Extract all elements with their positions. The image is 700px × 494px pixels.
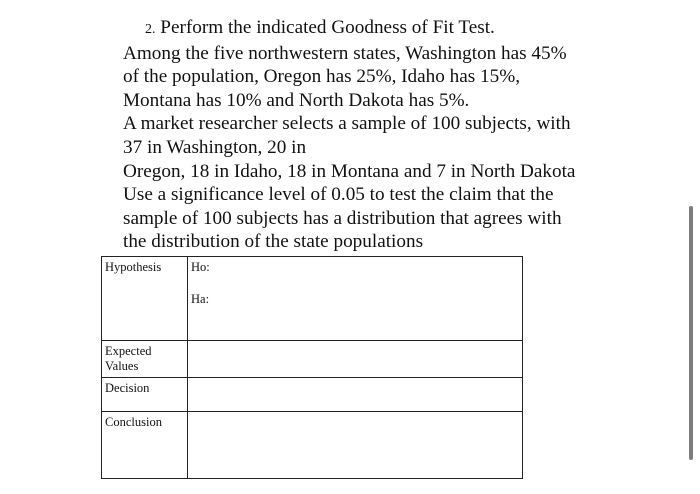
hypothesis-label: Hypothesis <box>102 257 188 341</box>
problem-line: 37 in Washington, 20 in <box>123 136 307 158</box>
problem-line: Montana has 10% and North Dakota has 5%. <box>123 89 470 111</box>
expected-values-row <box>102 341 523 378</box>
problem-title: Perform the indicated Goodness of Fit Test. <box>160 17 495 38</box>
problem-title-line <box>123 16 643 42</box>
problem-line: Use a significance level of 0.05 to test the claim that the <box>123 184 554 206</box>
problem-statement <box>123 16 643 254</box>
vertical-scrollbar[interactable] <box>689 206 693 460</box>
decision-label: Decision <box>102 378 188 412</box>
decision-row <box>102 378 523 412</box>
problem-line: sample of 100 subjects has a distribution that agrees with <box>123 207 562 229</box>
expected-values-answer-cell[interactable] <box>188 341 523 378</box>
problem-line: of the population, Oregon has 25%, Idaho has 15%, <box>123 66 520 88</box>
conclusion-label: Conclusion <box>102 412 188 479</box>
conclusion-answer-cell[interactable] <box>188 412 523 479</box>
expected-label-line: Expected <box>105 344 152 358</box>
problem-line: the distribution of the state populations <box>123 231 424 253</box>
hypothesis-row <box>102 257 523 341</box>
problem-line: Oregon, 18 in Idaho, 18 in Montana and 7 in North Dakota <box>123 160 576 182</box>
problem-number: 2. <box>145 22 156 37</box>
hypothesis-answer-cell[interactable] <box>188 257 523 341</box>
ho-label: Ho: <box>191 260 210 274</box>
conclusion-row <box>102 412 523 479</box>
ha-label: Ha: <box>191 292 210 306</box>
problem-line: A market researcher selects a sample of 100 subjects, with <box>123 113 571 135</box>
decision-answer-cell[interactable] <box>188 378 523 412</box>
expected-values-label <box>102 341 188 378</box>
answer-table <box>101 256 523 479</box>
values-label-line: Values <box>105 359 139 373</box>
problem-line: Among the five northwestern states, Washington has 45% <box>123 42 567 64</box>
